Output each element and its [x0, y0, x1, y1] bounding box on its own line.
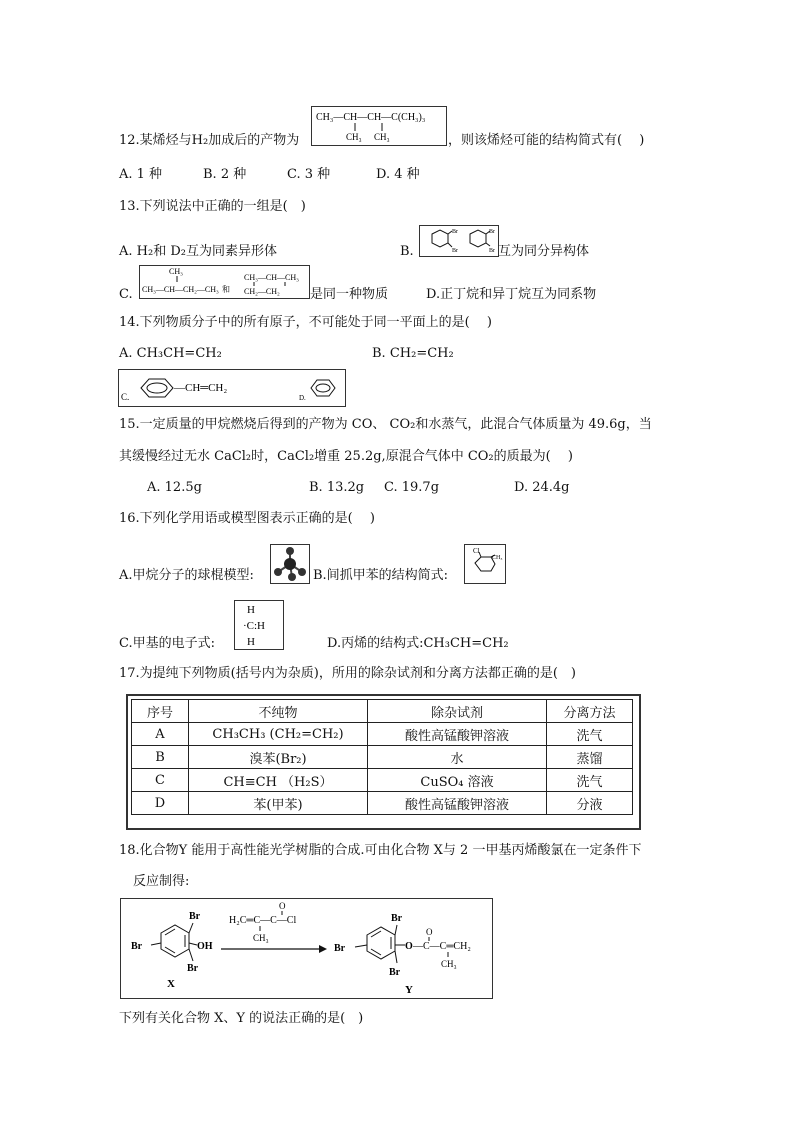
- svg-text:和: 和: [222, 285, 230, 294]
- table-row: [132, 769, 633, 792]
- table-cell: B: [132, 746, 189, 769]
- svg-text:—CH═CH₂: —CH═CH₂: [174, 382, 228, 394]
- svg-text:OH: OH: [197, 941, 213, 952]
- svg-text:X: X: [167, 978, 175, 990]
- q15-option-a: A. 12.5g: [147, 480, 202, 495]
- q16-methyl-electron-formula: [234, 600, 284, 650]
- svg-text:Y: Y: [405, 984, 413, 996]
- table-cell: 酸性高锰酸钾溶液: [368, 723, 547, 746]
- svg-text:Br: Br: [187, 963, 199, 974]
- q14-styrene-benzene-svg: [119, 370, 345, 406]
- q13-option-c-tail: 是同一种物质: [310, 287, 389, 302]
- q15-option-c: C. 19.7g: [384, 480, 440, 495]
- q13-stem: 13.下列说法中正确的一组是( ): [119, 199, 306, 214]
- q12-option-c: C. 3 种: [287, 167, 331, 182]
- q16-methane-ball-stick-model: [270, 544, 310, 584]
- svg-text:Br: Br: [389, 967, 401, 978]
- svg-text:CH₂—CH₂: CH₂—CH₂: [244, 287, 280, 296]
- svg-text:CH₃: CH₃: [253, 933, 269, 943]
- svg-text:Br: Br: [334, 943, 346, 954]
- q12-formula-sub2: CH₃: [374, 132, 390, 142]
- q12-option-b: B. 2 种: [203, 167, 247, 182]
- q16-stem: 16.下列化学用语或模型图表示正确的是( ): [119, 511, 375, 526]
- svg-text:Br: Br: [452, 229, 458, 235]
- table-cell: A: [132, 723, 189, 746]
- q16-option-c: C.甲基的电子式:: [119, 636, 215, 651]
- svg-text:Cl: Cl: [473, 547, 480, 555]
- q13-option-d: D.正丁烷和异丁烷互为同系物: [426, 287, 597, 302]
- table-header-cell: 分离方法: [547, 700, 633, 723]
- q15-option-d: D. 24.4g: [514, 480, 570, 495]
- svg-text:Br: Br: [452, 248, 458, 254]
- table-cell: 水: [368, 746, 547, 769]
- q14-option-cd-box: [118, 369, 346, 407]
- table-cell: 苯(甲苯): [189, 792, 368, 815]
- q18-line2: 反应制得:: [133, 874, 190, 889]
- q14-option-a: A. CH₃CH=CH₂: [119, 346, 222, 361]
- q14-option-b: B. CH₂=CH₂: [372, 346, 454, 361]
- svg-text:CH₃: CH₃: [492, 555, 503, 561]
- q12-formula-svg: [312, 107, 446, 145]
- svg-text:O: O: [426, 927, 433, 937]
- table-cell: 蒸馏: [547, 746, 633, 769]
- q13-option-b-molecules: [419, 225, 499, 257]
- svg-text:CH₃—CH—CH₂—CH₃: CH₃—CH—CH₂—CH₃: [142, 285, 219, 294]
- q17-stem: 17.为提纯下列物质(括号内为杂质)，所用的除杂试剂和分离方法都正确的是( ): [119, 666, 576, 681]
- table-header-cell: 序号: [132, 700, 189, 723]
- q12-option-d: D. 4 种: [376, 167, 420, 182]
- svg-text:H: H: [247, 636, 255, 648]
- q17-table: [131, 699, 633, 815]
- q18-line1: 18.化合物Y 能用于高性能光学树脂的合成.可由化合物 X与 2 一甲基丙烯酸氯在一定条件下: [119, 843, 642, 858]
- q12-formula-box: [311, 106, 447, 146]
- svg-text:H₂C═C—C—Cl: H₂C═C—C—Cl: [229, 915, 297, 926]
- q16-chlorotoluene-structure: [464, 544, 506, 584]
- table-cell: D: [132, 792, 189, 815]
- svg-text:·C:H: ·C:H: [243, 620, 265, 632]
- table-cell: CH₃CH₃ (CH₂=CH₂): [189, 723, 368, 746]
- svg-text:O: O: [279, 901, 286, 911]
- table-cell: C: [132, 769, 189, 792]
- q13-dibromobenzenes-svg: [420, 226, 498, 256]
- table-cell: CH≡CH （H₂S）: [189, 769, 368, 792]
- table-cell: 分液: [547, 792, 633, 815]
- q16-option-d: D.丙烯的结构式:CH₃CH=CH₂: [327, 636, 509, 651]
- q13-option-c-formulas: [139, 265, 310, 299]
- svg-text:Br: Br: [489, 248, 495, 254]
- chlorotoluene-svg: [465, 545, 505, 583]
- q12-option-a: A. 1 种: [119, 167, 163, 182]
- svg-text:Br: Br: [131, 941, 143, 952]
- q18-tail: 下列有关化合物 X、Y 的说法正确的是( ): [119, 1011, 364, 1026]
- q14-stem: 14.下列物质分子中的所有原子，不可能处于同一平面上的是( ): [119, 315, 492, 330]
- table-row: [132, 792, 633, 815]
- table-cell: 酸性高锰酸钾溶液: [368, 792, 547, 815]
- svg-text:Br: Br: [391, 913, 403, 924]
- table-cell: CuSO₄ 溶液: [368, 769, 547, 792]
- table-cell: 洗气: [547, 723, 633, 746]
- methane-model-svg: [271, 545, 309, 583]
- svg-text:O: O: [405, 941, 413, 952]
- q15-line2: 其缓慢经过无水 CaCl₂时，CaCl₂增重 25.2g,原混合气体中 CO₂的质最为( ): [119, 449, 573, 464]
- q12-stem-tail: ，则该烯烃可能的结构简式有( ): [448, 133, 645, 148]
- reaction-svg: [121, 899, 492, 998]
- q16-option-b: B.间抓甲苯的结构简式:: [313, 568, 449, 583]
- svg-text:CH₃—CH—CH₃: CH₃—CH—CH₃: [244, 273, 299, 282]
- table-cell: 洗气: [547, 769, 633, 792]
- q13-option-c-label: C.: [119, 287, 133, 302]
- table-header-cell: 除杂试剂: [368, 700, 547, 723]
- q12-formula-sub1: CH₃: [346, 132, 362, 142]
- q13-option-b-tail: 互为同分异构体: [498, 244, 590, 259]
- svg-text:D.: D.: [299, 394, 306, 402]
- svg-text:C.: C.: [121, 392, 130, 402]
- table-header-cell: 不纯物: [189, 700, 368, 723]
- svg-text:Br: Br: [489, 229, 495, 235]
- svg-text:H: H: [247, 604, 255, 616]
- q16-option-a: A.甲烷分子的球棍模型:: [119, 568, 254, 583]
- svg-text:CH₃: CH₃: [169, 267, 183, 276]
- table-header-row: [132, 700, 633, 723]
- table-row: [132, 746, 633, 769]
- table-row: [132, 723, 633, 746]
- q15-line1: 15.一定质量的甲烷燃烧后得到的产物为 CO、 CO₂和水蒸气，此混合气体质量为 49.6g，当: [119, 417, 652, 432]
- q15-option-b: B. 13.2g: [309, 480, 365, 495]
- q13-option-a: A. H₂和 D₂互为同素异形体: [119, 244, 277, 259]
- svg-text:—C—C═CH₂: —C—C═CH₂: [413, 941, 471, 952]
- q12-stem: 12.某烯烃与H₂加成后的产物为: [119, 133, 300, 148]
- methyl-electron-svg: [235, 601, 283, 649]
- q13-option-b-label: B.: [400, 244, 414, 259]
- table-cell: 溴苯(Br₂): [189, 746, 368, 769]
- svg-text:Br: Br: [189, 911, 201, 922]
- q13-option-c-svg: [140, 266, 309, 298]
- q12-formula-top: CH₃—CH—CH—C(CH₃)₃: [316, 112, 426, 123]
- q18-reaction-scheme: [120, 898, 493, 999]
- svg-text:CH₃: CH₃: [441, 959, 457, 969]
